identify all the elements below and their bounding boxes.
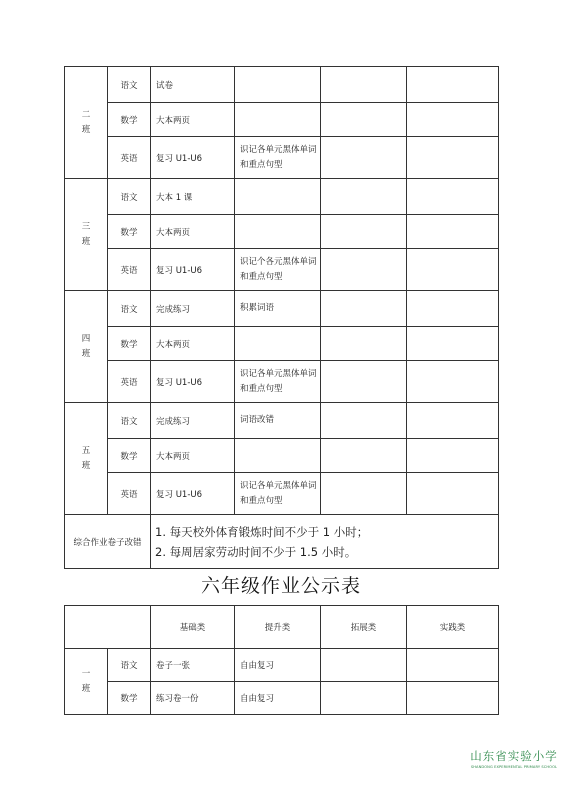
- basic-homework-cell: 卷子一张: [151, 649, 235, 682]
- summary-line: 1. 每天校外体育锻炼时间不少于 1 小时；: [155, 524, 369, 539]
- class-cell: [65, 403, 108, 515]
- header-row: [65, 606, 499, 649]
- basic-homework-cell: 复习 U1-U6: [151, 249, 235, 291]
- subject-cell: 数学: [108, 439, 151, 473]
- practice-homework-cell: [407, 439, 499, 473]
- improve-homework-cell: [235, 103, 321, 137]
- extend-homework-cell: [321, 249, 407, 291]
- practice-homework-cell: [407, 249, 499, 291]
- practice-homework-cell: [407, 103, 499, 137]
- grade5-homework-table: [64, 66, 499, 569]
- summary-label: 综合作业卷子改错: [65, 515, 151, 569]
- practice-homework-cell: [407, 291, 499, 327]
- extend-homework-cell: [321, 649, 407, 682]
- class-label-char: 一: [81, 668, 91, 679]
- class-label-char: 班: [81, 236, 91, 247]
- practice-homework-cell: [407, 179, 499, 215]
- table-row: [65, 473, 499, 515]
- class-cell: [65, 649, 108, 715]
- basic-homework-cell: 大本两页: [151, 439, 235, 473]
- basic-homework-cell: 大本两页: [151, 327, 235, 361]
- practice-homework-cell: [407, 473, 499, 515]
- practice-homework-cell: [407, 682, 499, 715]
- improve-homework-cell: [235, 179, 321, 215]
- improve-homework-cell: 自由复习: [235, 682, 321, 715]
- summary-line: 2. 每周居家劳动时间不少于 1.5 小时。: [155, 544, 357, 559]
- grade6-table-title: 六年级作业公示表: [200, 575, 361, 597]
- extend-homework-cell: [321, 67, 407, 103]
- improve-homework-cell: 词语改错: [235, 403, 321, 439]
- basic-homework-cell: 大本两页: [151, 215, 235, 249]
- basic-homework-cell: 大本两页: [151, 103, 235, 137]
- subject-cell: 语文: [108, 291, 151, 327]
- practice-homework-cell: [407, 327, 499, 361]
- practice-homework-cell: [407, 649, 499, 682]
- improve-homework-cell: 自由复习: [235, 649, 321, 682]
- school-logo-cn: 山东省实验小学: [470, 749, 558, 763]
- extend-homework-cell: [321, 403, 407, 439]
- extend-homework-cell: [321, 327, 407, 361]
- school-logo-en: SHANDONG EXPERIMENTAL PRIMARY SCHOOL: [470, 765, 558, 769]
- subject-cell: 英语: [108, 361, 151, 403]
- extend-homework-cell: [321, 439, 407, 473]
- table-row: [65, 403, 499, 439]
- basic-homework-cell: 复习 U1-U6: [151, 137, 235, 179]
- class-cell: [65, 67, 108, 179]
- extend-homework-cell: [321, 361, 407, 403]
- table-row: [65, 249, 499, 291]
- class-label-char: 四: [81, 333, 91, 344]
- table-row: [65, 179, 499, 215]
- class-label-char: 班: [81, 124, 91, 135]
- extend-homework-cell: [321, 103, 407, 137]
- class-label-char: 五: [81, 445, 91, 456]
- subject-cell: 英语: [108, 249, 151, 291]
- class-label-char: 班: [81, 460, 91, 471]
- column-header: 实践类: [407, 606, 499, 649]
- class-cell: [65, 179, 108, 291]
- basic-homework-cell: 试卷: [151, 67, 235, 103]
- subject-cell: 数学: [108, 327, 151, 361]
- extend-homework-cell: [321, 682, 407, 715]
- extend-homework-cell: [321, 473, 407, 515]
- practice-homework-cell: [407, 361, 499, 403]
- table-row: [65, 137, 499, 179]
- table-row: [65, 67, 499, 103]
- summary-text: [151, 515, 499, 569]
- table-row: [65, 361, 499, 403]
- improve-homework-cell: 识记各单元黑体单词和重点句型: [235, 361, 321, 403]
- class-label-char: 二: [81, 109, 91, 120]
- header-empty-cell: [65, 606, 151, 649]
- improve-homework-cell: 积累词语: [235, 291, 321, 327]
- basic-homework-cell: 大本 1 课: [151, 179, 235, 215]
- practice-homework-cell: [407, 403, 499, 439]
- column-header: 拓展类: [321, 606, 407, 649]
- table-row: [65, 215, 499, 249]
- grade6-homework-table: [64, 605, 499, 715]
- practice-homework-cell: [407, 215, 499, 249]
- column-header: 提升类: [235, 606, 321, 649]
- subject-cell: 语文: [108, 179, 151, 215]
- subject-cell: 数学: [108, 215, 151, 249]
- improve-homework-cell: 识记个各元黑体单词和重点句型: [235, 249, 321, 291]
- table-row: [65, 649, 499, 682]
- summary-row: [65, 515, 499, 569]
- school-logo: [470, 748, 558, 769]
- subject-cell: 英语: [108, 473, 151, 515]
- practice-homework-cell: [407, 137, 499, 179]
- table-row: [65, 327, 499, 361]
- improve-homework-cell: 识记各单元黑体单词和重点句型: [235, 137, 321, 179]
- extend-homework-cell: [321, 179, 407, 215]
- improve-homework-cell: [235, 327, 321, 361]
- extend-homework-cell: [321, 137, 407, 179]
- subject-cell: 数学: [108, 682, 151, 715]
- basic-homework-cell: 完成练习: [151, 403, 235, 439]
- class-label-char: 班: [81, 348, 91, 359]
- table-row: [65, 682, 499, 715]
- table-row: [65, 291, 499, 327]
- table-row: [65, 439, 499, 473]
- subject-cell: 语文: [108, 649, 151, 682]
- class-label-char: 班: [81, 683, 91, 694]
- improve-homework-cell: 识记各单元黑体单词和重点句型: [235, 473, 321, 515]
- basic-homework-cell: 复习 U1-U6: [151, 361, 235, 403]
- improve-homework-cell: [235, 439, 321, 473]
- basic-homework-cell: 复习 U1-U6: [151, 473, 235, 515]
- basic-homework-cell: 练习卷一份: [151, 682, 235, 715]
- class-cell: [65, 291, 108, 403]
- subject-cell: 语文: [108, 403, 151, 439]
- class-label-char: 三: [81, 221, 91, 232]
- extend-homework-cell: [321, 215, 407, 249]
- practice-homework-cell: [407, 67, 499, 103]
- improve-homework-cell: [235, 215, 321, 249]
- basic-homework-cell: 完成练习: [151, 291, 235, 327]
- improve-homework-cell: [235, 67, 321, 103]
- column-header: 基础类: [151, 606, 235, 649]
- subject-cell: 英语: [108, 137, 151, 179]
- subject-cell: 数学: [108, 103, 151, 137]
- subject-cell: 语文: [108, 67, 151, 103]
- table-row: [65, 103, 499, 137]
- extend-homework-cell: [321, 291, 407, 327]
